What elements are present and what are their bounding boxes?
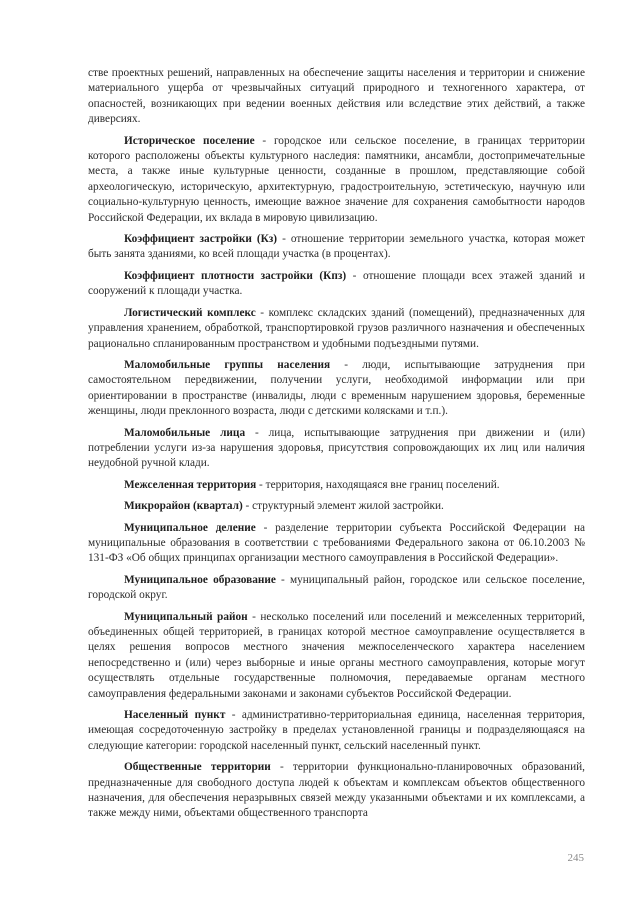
definition-term: Муниципальный район — [124, 610, 248, 623]
definition-paragraph — [88, 521, 585, 567]
definition-paragraph — [88, 610, 585, 702]
definition-text: - городское или сельское поселение, в границах территории которого расположены объекты культурного наследия: памятники, ансамбли, достопримечательные места, а также иные культурные ценности, созданные в прошлом, представляющие собой археологическую, историческую, архитектурную, градостроительную, эстетическую, научную или социально-культурную ценность, имеющие важное значение для сохранения самобытности народов Российской Федерации, их вклада в мировую цивилизацию. — [88, 134, 585, 224]
definition-term: Общественные территории — [124, 761, 271, 774]
definition-paragraph — [88, 499, 585, 514]
definition-term: Муниципальное деление — [124, 521, 256, 534]
definition-text: - лица, испытывающие затруднения при движении и (или) потреблении услуги из-за нарушения здоровья, присутствия сопровождающих их лиц или наличия неудобной ручной клади. — [88, 426, 585, 470]
definition-paragraph — [88, 760, 585, 822]
definition-text: - муниципальный район, городское или сельское поселение, городской округ. — [88, 573, 585, 602]
definition-text: - структурный элемент жилой застройки. — [242, 500, 444, 513]
definition-term: Историческое поселение — [124, 134, 255, 147]
definition-term: Маломобильные группы населения — [124, 358, 331, 371]
definition-paragraph — [88, 478, 585, 493]
definition-paragraph — [88, 134, 585, 226]
page-number: 245 — [567, 852, 584, 864]
definition-paragraph — [88, 232, 585, 263]
definition-text: - разделение территории субъекта Российской Федерации на муниципальные образования в соответствии с требованиями Федерального закона от 06.10.2003 № 131-ФЗ «Об общих принципах организации местного самоуправления в Российской Федерации». — [88, 521, 586, 565]
definition-term: Логистический комплекс — [124, 306, 256, 319]
definition-term: Микрорайон (квартал) — [124, 500, 243, 513]
definition-term: Населенный пункт — [124, 709, 226, 722]
definition-term: Коэффициент застройки (Кз) — [124, 233, 278, 246]
definition-term: Межселенная территория — [124, 478, 257, 491]
definition-text: - отношение территории земельного участка, которая может быть занята зданиями, ко всей площади участка (в процентах). — [88, 233, 585, 261]
definition-text: - несколько поселений или поселений и межселенных территорий, объединенных общей территорией, в границах которой местное самоуправление осуществляется в целях решения вопросов местного значения межпоселенческого характера населением непосредственно и (или) через выборные и иные органы местного самоуправления, которые могут осуществлять отдельные государственные полномочия, передаваемые органам местного самоуправления федеральными законами и законами субъектов Российской Федерации. — [88, 610, 585, 700]
definition-paragraph — [88, 306, 585, 352]
definition-text: - комплекс складских зданий (помещений), предназначенных для управления хранением, обработкой, транспортировкой грузов различного назначения и обеспеченных рационально спланированным пространством и удобными подъездными путями. — [88, 306, 585, 350]
definition-paragraph — [88, 708, 585, 754]
definition-text: - люди, испытывающие затруднения при самостоятельном передвижении, получении услуги, необходимой информации или при ориентировании в пространстве (инвалиды, люди с временным нарушением здоровья, беременные женщины, люди преклонного возраста, люди с детскими колясками и т.п.). — [88, 358, 585, 418]
definition-text: стве проектных решений, направленных на обеспечение защиты населения и территории и снижение материального ущерба от чрезвычайных ситуаций природного и техногенного характера, от опасностей, возникающих при ведении военных действия или вследствие этих действий, а также диверсиях. — [88, 67, 585, 126]
definition-text: - территория, находящаяся вне границ поселений. — [256, 478, 500, 491]
document-body — [88, 66, 585, 828]
definition-text: - административно-территориальная единица, населенная территория, имеющая сосредоточенную застройку в пределах установленной границы и подразделяющаяся на следующие категории: городской населенный пункт, сельский населенный пункт. — [88, 709, 585, 752]
definition-term: Коэффициент плотности застройки (Кпз) — [124, 269, 347, 282]
definition-paragraph — [88, 269, 585, 300]
definition-text: - отношение площади всех этажей зданий и сооружений к площади участка. — [88, 269, 585, 298]
definition-term: Маломобильные лица — [124, 426, 246, 439]
definition-paragraph — [88, 358, 585, 420]
definition-text: - территории функционально-планировочных образований, предназначенные для свободного доступа людей к объектам и комплексам объектов общественного назначения, для обеспечения неразрывных связей между указанными объектами и их комплексами, а также между ними, объектами общественного транспорта — [88, 761, 585, 820]
definition-paragraph — [88, 573, 585, 604]
continued-paragraph — [88, 66, 585, 128]
definition-paragraph — [88, 426, 585, 472]
definition-term: Муниципальное образование — [124, 573, 276, 586]
